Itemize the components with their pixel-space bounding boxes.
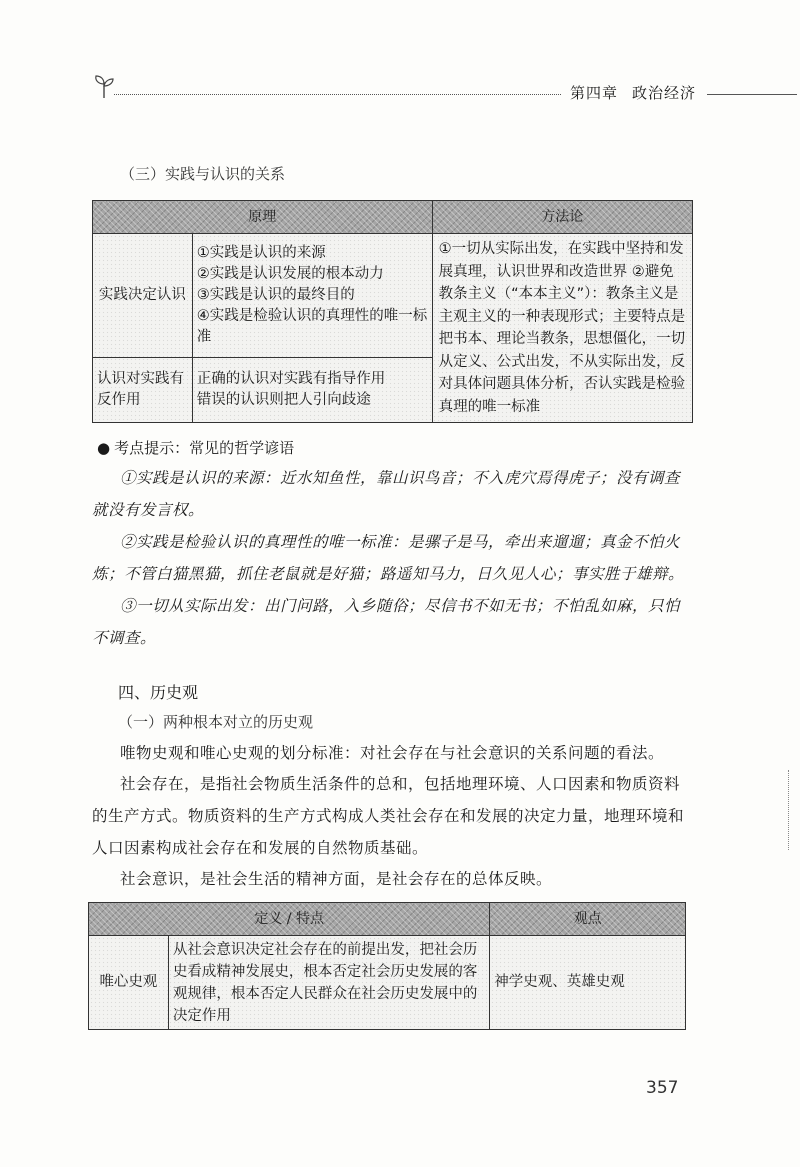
- margin-mark: [788, 770, 789, 850]
- page-number: 357: [646, 1078, 679, 1098]
- exam-tip-title: [97, 437, 294, 458]
- definition-cell: [168, 936, 489, 1030]
- proverb-paragraph-1: ①实践是认识的来源：近水知鱼性，靠山识鸟音；不入虎穴焉得虎子；没有调查就没有发言权。: [92, 469, 681, 519]
- proverb-paragraph-3: ③一切从实际出发：出门问路，入乡随俗；尽信书不如无书；不怕乱如麻，只怕不调查。: [92, 597, 681, 647]
- row-label-text: 唯心史观: [99, 974, 158, 990]
- body-paragraph-2: 社会存在，是指社会物质生活条件的总和，包括地理环境、人口因素和物质资料的生产方式。物质资料的生产方式构成人类社会存在和发展的决定力量，地理环境和人口因素构成社会存在和发展的自然物质基础。: [92, 775, 685, 857]
- chapter-name: 政治经济: [632, 84, 697, 102]
- practice-cognition-table: [92, 200, 693, 423]
- principle-item: 正确的认识对实践有指导作用: [196, 370, 386, 387]
- header-rule-right: [707, 94, 797, 95]
- principle-cell-1: [192, 234, 432, 358]
- principle-item: ①实践是认识的来源: [196, 244, 326, 261]
- view-text: 神学史观、英雄史观: [494, 974, 625, 990]
- historical-view-table: [88, 902, 686, 1030]
- row-label-practice-decides: [93, 234, 193, 358]
- principle-item: ④实践是检验认识的真理性的唯一标准: [196, 307, 428, 345]
- method-cell: [432, 234, 692, 423]
- col-header-method: 方法论: [432, 201, 692, 234]
- tip-title-text: 考点提示：常见的哲学谚语: [114, 439, 295, 457]
- principle-item: ③实践是认识的最终目的: [196, 286, 355, 303]
- subsection-heading: （三）实践与认识的关系: [120, 165, 286, 183]
- col-header-view: 观点: [490, 903, 686, 936]
- chapter-title: [562, 82, 704, 103]
- sprout-icon: [92, 74, 118, 100]
- view-cell: [490, 936, 686, 1030]
- chapter-number: 第四章: [570, 84, 619, 102]
- col-header-principle: 原理: [93, 201, 433, 234]
- method-text: ①一切从实际出发，在实践中坚持和发展真理，认识世界和改造世界 ②避免教条主义（“本本主义”）：教条主义是主观主义的一种表现形式；主要特点是把书本、理论当教条，思想僵化，一切从定义、公式出发，不从实际出发，反对具体问题具体分析，否认实践是检验真理的唯一标准: [438, 241, 686, 415]
- row-label-idealism: [89, 936, 169, 1030]
- principle-cell-2: [192, 357, 432, 422]
- col-header-definition: 定义 / 特点: [89, 903, 490, 936]
- page-header: [92, 74, 792, 104]
- body-paragraph-3: 社会意识，是社会生活的精神方面，是社会存在的总体反映。: [120, 870, 553, 888]
- row-label-text: 实践决定认识: [98, 286, 186, 303]
- section-title: 四、历史观: [118, 683, 199, 702]
- proverb-paragraph-2: ②实践是检验认识的真理性的唯一标准：是骡子是马，牵出来遛遛；真金不怕火炼；不管白猫黑猫，抓住老鼠就是好猫；路遥知马力，日久见人心；事实胜于雄辩。: [92, 533, 685, 583]
- principle-item: 错误的认识则把人引向歧途: [196, 391, 371, 408]
- principle-item: ②实践是认识发展的根本动力: [196, 265, 384, 282]
- row-label-cognition-reacts: [93, 357, 193, 422]
- bullet-icon: ●: [97, 439, 111, 457]
- definition-text: 从社会意识决定社会存在的前提出发，把社会历史看成精神发展史，根本否定社会历史发展的客观规律，根本否定人民群众在社会历史发展中的决定作用: [172, 941, 478, 1024]
- subsection-heading: （一）两种根本对立的历史观: [118, 713, 314, 731]
- row-label-text: 认识对实践有反作用: [97, 370, 184, 408]
- body-paragraph-1: 唯物史观和唯心史观的划分标准：对社会存在与社会意识的关系问题的看法。: [120, 744, 665, 762]
